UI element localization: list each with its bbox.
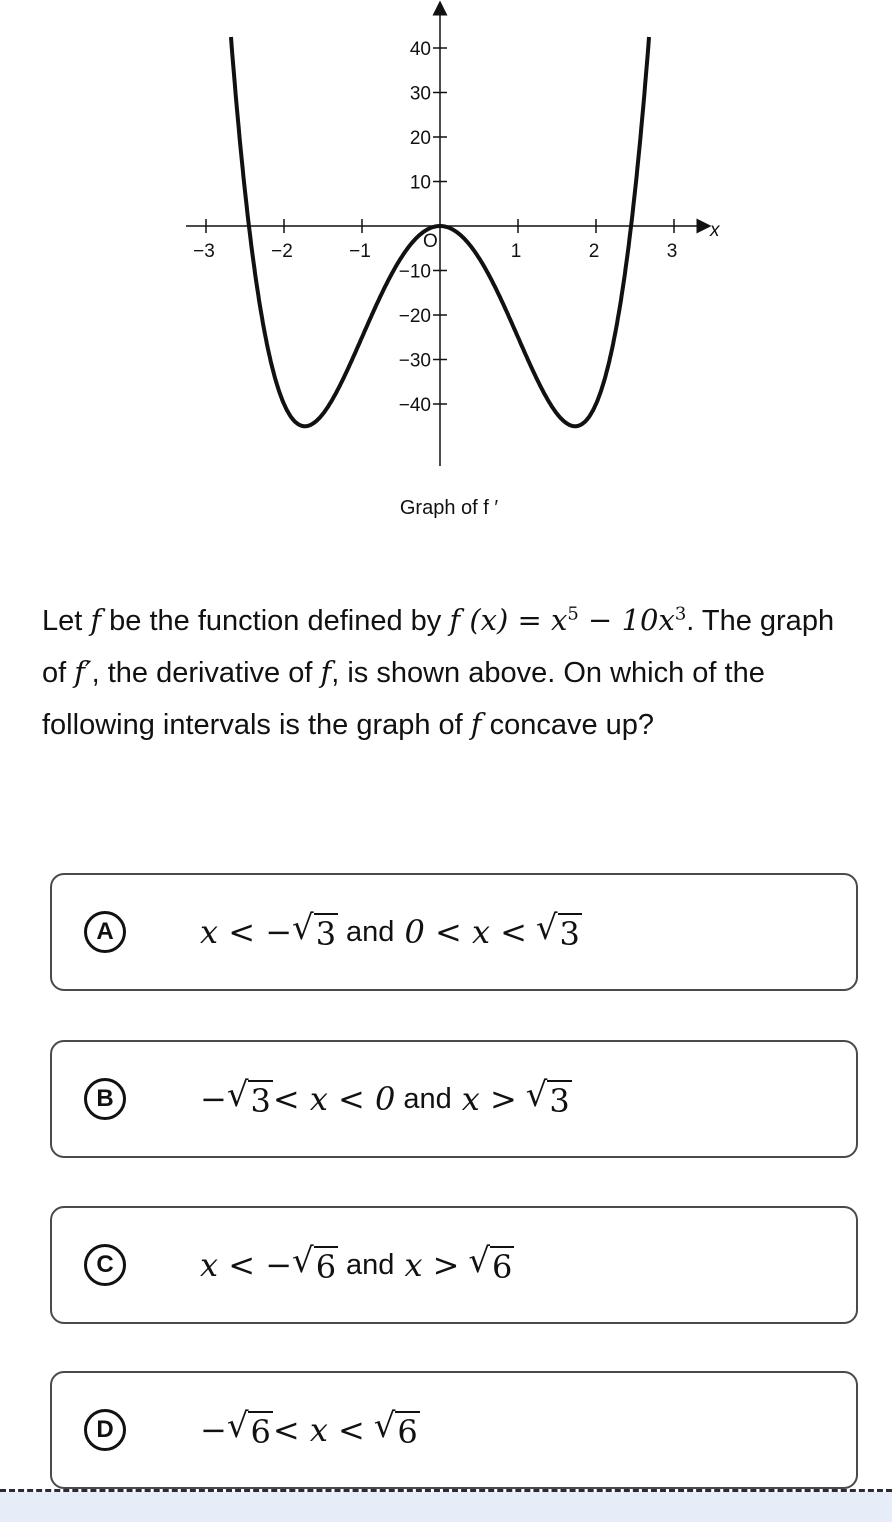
- choice-b[interactable]: [50, 1040, 858, 1158]
- y-tick-label: 30: [409, 83, 431, 105]
- y-tick-label: −40: [398, 395, 431, 416]
- y-tick-label: −20: [398, 306, 431, 327]
- choice-c[interactable]: [50, 1206, 858, 1324]
- x-tick-label: −2: [271, 241, 293, 262]
- chart-title: Graph of f ′: [399, 497, 499, 519]
- choice-d-text: − √ 6 < x < √ 6: [200, 1406, 418, 1451]
- choice-letter-d: D: [84, 1409, 126, 1451]
- derivative-graph: [0, 0, 892, 540]
- x-axis-label: x: [710, 220, 720, 241]
- choice-d[interactable]: [50, 1371, 858, 1489]
- x-tick-label: −3: [193, 241, 215, 262]
- y-tick-label: −10: [398, 261, 431, 283]
- x-tick-label: 1: [510, 241, 522, 262]
- y-tick-label: 20: [409, 128, 431, 149]
- choice-b-text: − √ 3 < x < 0 and x > √ 3: [200, 1075, 570, 1120]
- origin-label: O: [423, 231, 438, 252]
- question-text: Let f be the function defined by f $(x) = x^5 - 10x^3$. The graph of f′, the derivative of f, is shown above. On which of the following intervals is the graph of f concave up?: [42, 603, 835, 741]
- x-tick-label: 2: [588, 241, 600, 262]
- choice-a-text: x < − √ 3 and 0 < x < √ 3: [200, 908, 580, 953]
- choice-c-text: x < − √ 6 and x > √ 6: [200, 1241, 513, 1286]
- x-tick-label: 3: [666, 241, 678, 262]
- axes: [186, 8, 704, 466]
- equation: f (x) = x: [449, 603, 568, 637]
- y-tick-label: −30: [398, 350, 431, 372]
- footer-band: [0, 1492, 892, 1522]
- choice-a[interactable]: [50, 873, 858, 991]
- choice-letter-b: B: [84, 1078, 126, 1120]
- y-tick-label: 10: [409, 172, 431, 194]
- x-tick-label: −1: [349, 241, 371, 262]
- y-tick-label: 40: [409, 39, 431, 60]
- choice-letter-c: C: [84, 1244, 126, 1286]
- choice-letter-a: A: [84, 911, 126, 953]
